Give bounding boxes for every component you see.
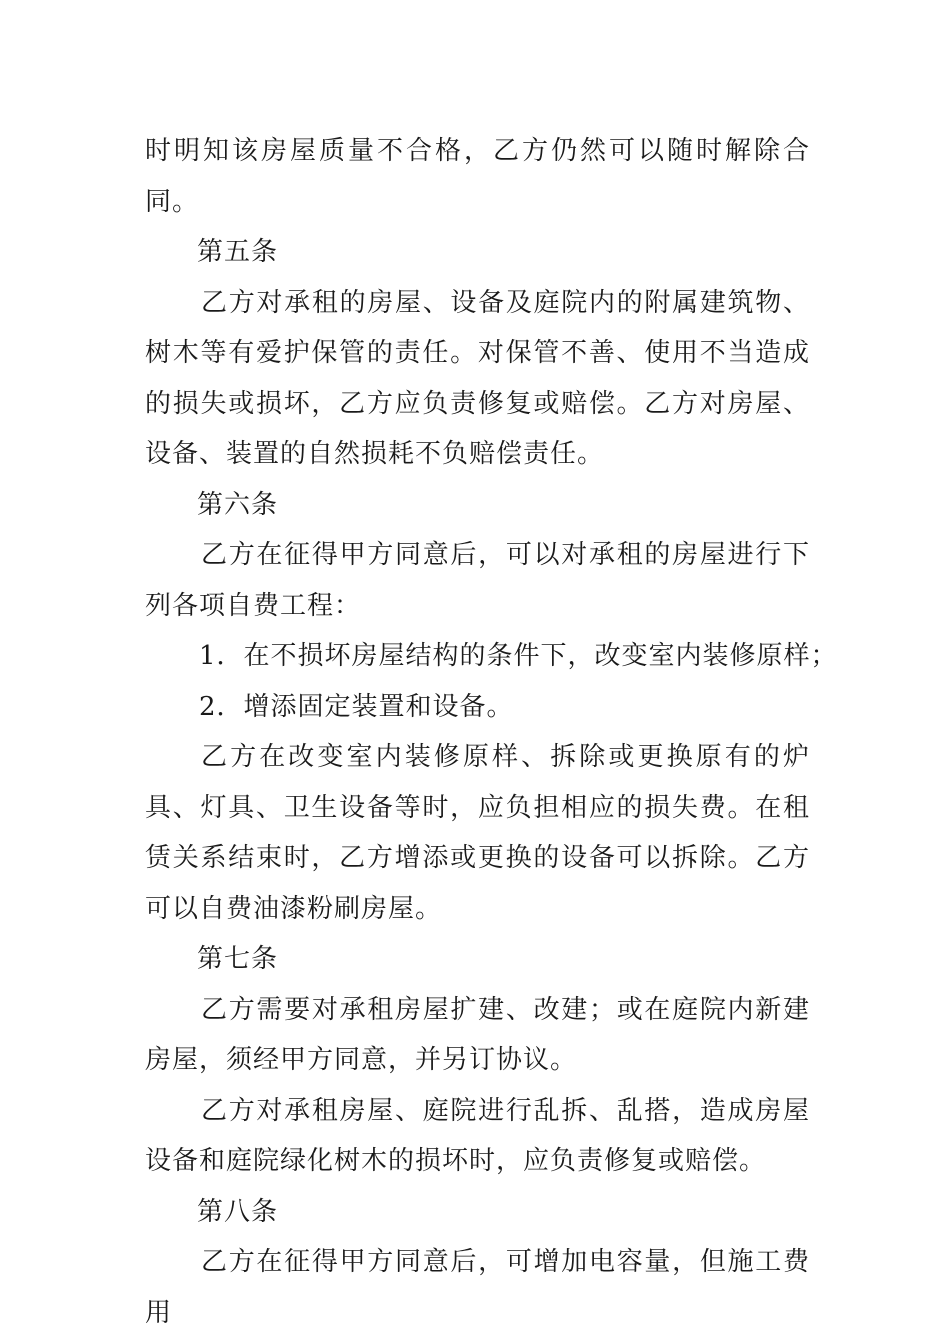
article-6-item-2: 2．增添固定装置和设备。: [199, 691, 514, 722]
article-8-paragraph: 乙方在征得甲方同意后，可增加电容量，但施工费用: [145, 1247, 810, 1328]
article-heading-7: 第七条: [197, 944, 279, 974]
article-6-intro: 乙方在征得甲方同意后，可以对承租的房屋进行下列各项自费工程：: [145, 540, 810, 621]
article-5-paragraph: 乙方对承租的房屋、设备及庭院内的附属建筑物、树木等有爱护保管的责任。对保管不善、使用不当造成的损失或损坏，乙方应负责修复或赔偿。乙方对房屋、设备、装置的自然损耗不负赔偿责任。: [145, 287, 810, 469]
article-heading-5: 第五条: [197, 237, 279, 267]
document-body: [145, 126, 838, 1338]
article-6-item-1: 1．在不损坏房屋结构的条件下，改变室内装修原样；: [199, 641, 838, 671]
article-7-paragraph-2: 乙方对承租房屋、庭院进行乱拆、乱搭，造成房屋设备和庭院绿化树木的损坏时，应负责修复或赔偿。: [145, 1095, 810, 1176]
article-6-paragraph: 乙方在改变室内装修原样、拆除或更换原有的炉具、灯具、卫生设备等时，应负担相应的损失费。在租赁关系结束时，乙方增添或更换的设备可以拆除。乙方可以自费油漆粉刷房屋。: [145, 742, 810, 924]
article-heading-6: 第六条: [197, 489, 279, 520]
paragraph-continuation: 时明知该房屋质量不合格，乙方仍然可以随时解除合同。: [145, 136, 810, 217]
article-7-paragraph-1: 乙方需要对承租房屋扩建、改建；或在庭院内新建房屋，须经甲方同意，并另订协议。: [145, 994, 810, 1075]
article-heading-8: 第八条: [197, 1196, 279, 1227]
